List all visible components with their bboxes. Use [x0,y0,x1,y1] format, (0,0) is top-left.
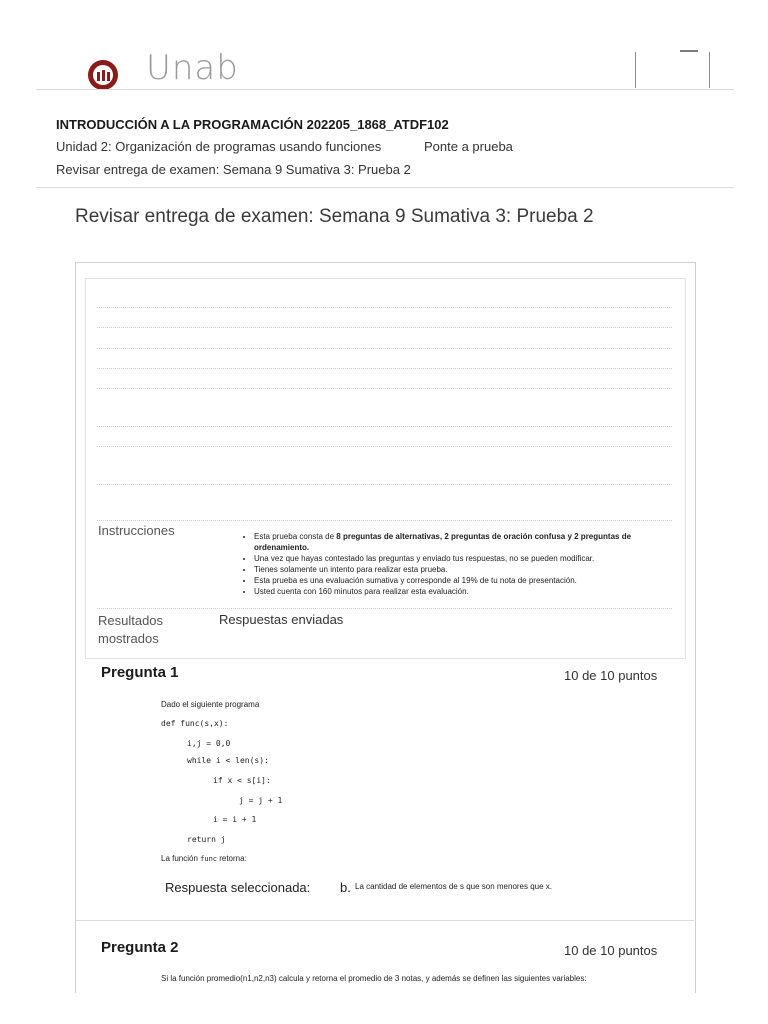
info-row-divider [97,520,672,521]
question-2-title: Pregunta 2 [101,939,179,956]
instruction-item: • Esta prueba consta de 8 preguntas de alternativas, 2 preguntas de oración confusa y 2 preguntas de ordenamiento. [254,531,674,553]
info-row-divider [97,327,672,328]
test-info-box [85,278,686,659]
instruction-item: • Una vez que hayas contestado las preguntas y enviado tus respuestas, no se pueden modificar. [254,553,674,564]
code-line: i = i + 1 [213,815,257,824]
instructions-label: Instrucciones [98,523,175,538]
code-line: i,j = 0,0 [187,739,231,748]
user-menu-area[interactable] [635,52,710,88]
instruction-item: • Esta prueba es una evaluación sumativa y corresponde al 19% de tu nota de presentación. [254,575,674,586]
info-row-divider [97,484,672,485]
question-2-intro: Si la función promedio(n1,n2,n3) calcula y retorna el promedio de 3 notas, y además se definen las siguientes variables: [161,974,587,983]
info-row-divider [97,368,672,369]
breadcrumb-current: Revisar entrega de examen: Semana 9 Sumativa 3: Prueba 2 [56,162,411,177]
brand-name[interactable]: Unab [146,48,239,88]
info-row-divider [97,446,672,447]
info-row-divider [97,307,672,308]
code-line: def func(s,x): [161,719,229,728]
question-2-points: 10 de 10 puntos [564,943,658,958]
selected-answer-letter: b. [340,880,351,895]
breadcrumb-divider [36,187,734,188]
question-divider [76,920,694,921]
info-row-divider [97,348,672,349]
question-1-points: 10 de 10 puntos [564,668,658,683]
info-row-divider [97,426,672,427]
question-1-intro: Dado el siguiente programa [161,700,260,709]
top-bar [0,0,768,90]
question-1-prompt: La función func retorna: [161,854,247,863]
selected-answer-text: La cantidad de elementos de s que son menores que x. [355,882,553,891]
code-line: if x < s[i]: [213,776,271,785]
instruction-item: • Tienes solamente un intento para realizar esta prueba. [254,564,674,575]
header-divider [36,89,734,90]
course-title[interactable]: INTRODUCCIÓN A LA PROGRAMACIÓN 202205_1868_ATDF102 [56,117,449,132]
info-row-divider [97,388,672,389]
instructions-list [241,531,674,597]
instruction-item: • Usted cuenta con 160 minutos para realizar esta evaluación. [254,586,674,597]
unab-logo-icon[interactable] [88,60,118,90]
menu-dash-icon[interactable] [680,50,698,52]
info-row-divider [97,608,672,609]
code-line: while i < len(s): [187,756,269,765]
breadcrumb-section[interactable]: Ponte a prueba [424,139,513,154]
results-shown-label: Resultados mostrados [98,613,164,646]
results-shown-value: Respuestas enviadas [219,612,344,627]
page-title: Revisar entrega de examen: Semana 9 Sumativa 3: Prueba 2 [75,206,594,227]
breadcrumb-unit[interactable]: Unidad 2: Organización de programas usando funciones [56,139,382,154]
code-line: return j [187,835,226,844]
question-1-title: Pregunta 1 [101,664,179,681]
code-line: j = j + 1 [239,796,283,805]
selected-answer-label: Respuesta seleccionada: [165,880,311,895]
